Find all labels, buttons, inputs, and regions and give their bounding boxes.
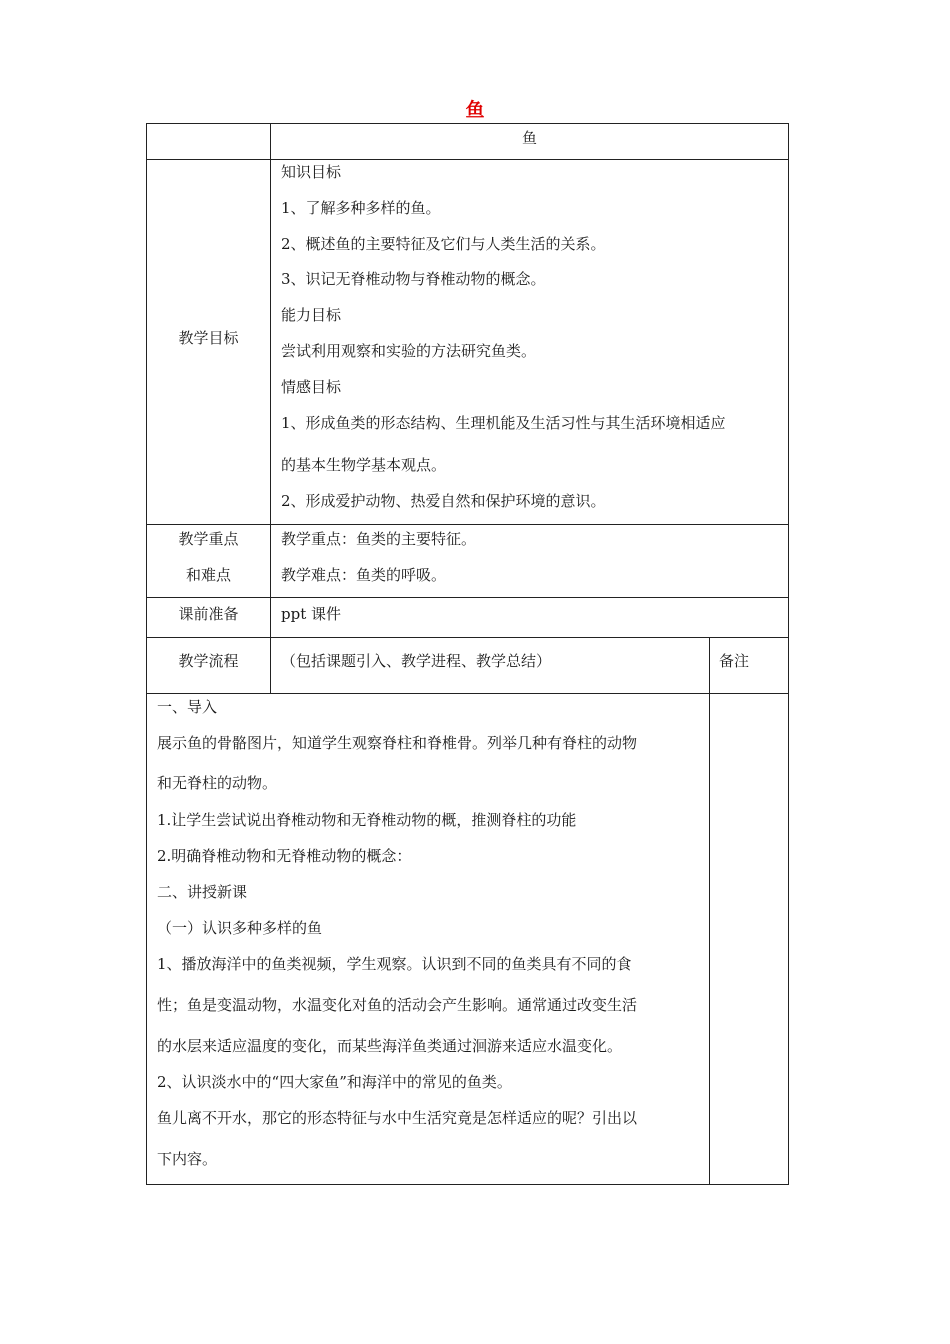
process-line: 下内容。 <box>157 1150 218 1168</box>
process-line: 1.让学生尝试说出脊椎动物和无脊椎动物的概，推测脊柱的功能 <box>157 811 577 829</box>
process-description: （包括课题引入、教学进程、教学总结） <box>281 652 552 670</box>
objective-line: 2、形成爱护动物、热爱自然和保护环境的意识。 <box>281 492 606 510</box>
process-line: 2、认识淡水中的“四大家鱼”和海洋中的常见的鱼类。 <box>157 1073 512 1091</box>
objective-line: 情感目标 <box>281 378 342 396</box>
process-line: 性；鱼是变温动物，水温变化对鱼的活动会产生影响。通常通过改变生活 <box>157 996 638 1014</box>
table-border <box>146 637 789 638</box>
objective-line: 的基本生物学基本观点。 <box>281 456 447 474</box>
table-border <box>146 1184 789 1185</box>
table-border <box>146 597 789 598</box>
process-line: （一）认识多种多样的鱼 <box>157 919 323 937</box>
table-border <box>146 693 789 694</box>
process-line: 二、讲授新课 <box>157 883 248 901</box>
key-point-line: 教学难点：鱼类的呼吸。 <box>281 566 447 584</box>
process-label: 教学流程 <box>178 652 239 670</box>
process-line: 展示鱼的骨骼图片，知道学生观察脊柱和脊椎骨。列举几种有脊柱的动物 <box>157 734 638 752</box>
notes-label: 备注 <box>719 652 750 670</box>
page-title: 鱼 <box>465 99 485 121</box>
preparation-value: ppt 课件 <box>281 605 342 623</box>
key-points-label: 教学重点 <box>178 530 239 548</box>
process-line: 2.明确脊椎动物和无脊椎动物的概念： <box>157 847 412 865</box>
table-border <box>270 123 271 694</box>
objective-line: 2、概述鱼的主要特征及它们与人类生活的关系。 <box>281 235 606 253</box>
objective-line: 尝试利用观察和实验的方法研究鱼类。 <box>281 342 537 360</box>
table-border <box>146 159 789 160</box>
objective-line: 能力目标 <box>281 306 342 324</box>
table-border <box>146 524 789 525</box>
objective-line: 3、识记无脊椎动物与脊椎动物的概念。 <box>281 270 546 288</box>
objective-line: 知识目标 <box>281 163 342 181</box>
process-line: 和无脊柱的动物。 <box>157 774 278 792</box>
process-line: 1、播放海洋中的鱼类视频，学生观察。认识到不同的鱼类具有不同的食 <box>157 955 632 973</box>
preparation-label: 课前准备 <box>178 605 239 623</box>
table-border <box>788 123 789 1185</box>
objectives-label: 教学目标 <box>178 329 239 347</box>
topic-cell: 鱼 <box>521 129 537 147</box>
objective-line: 1、了解多种多样的鱼。 <box>281 199 441 217</box>
objective-line: 1、形成鱼类的形态结构、生理机能及生活习性与其生活环境相适应 <box>281 414 726 432</box>
key-point-line: 教学重点：鱼类的主要特征。 <box>281 530 477 548</box>
process-line: 的水层来适应温度的变化，而某些海洋鱼类通过洄游来适应水温变化。 <box>157 1037 623 1055</box>
process-line: 一、导入 <box>157 698 218 716</box>
table-border <box>709 637 710 1185</box>
key-points-label: 和难点 <box>185 566 231 584</box>
table-border <box>146 123 789 124</box>
process-line: 鱼儿离不开水，那它的形态特征与水中生活究竟是怎样适应的呢？引出以 <box>157 1109 638 1127</box>
